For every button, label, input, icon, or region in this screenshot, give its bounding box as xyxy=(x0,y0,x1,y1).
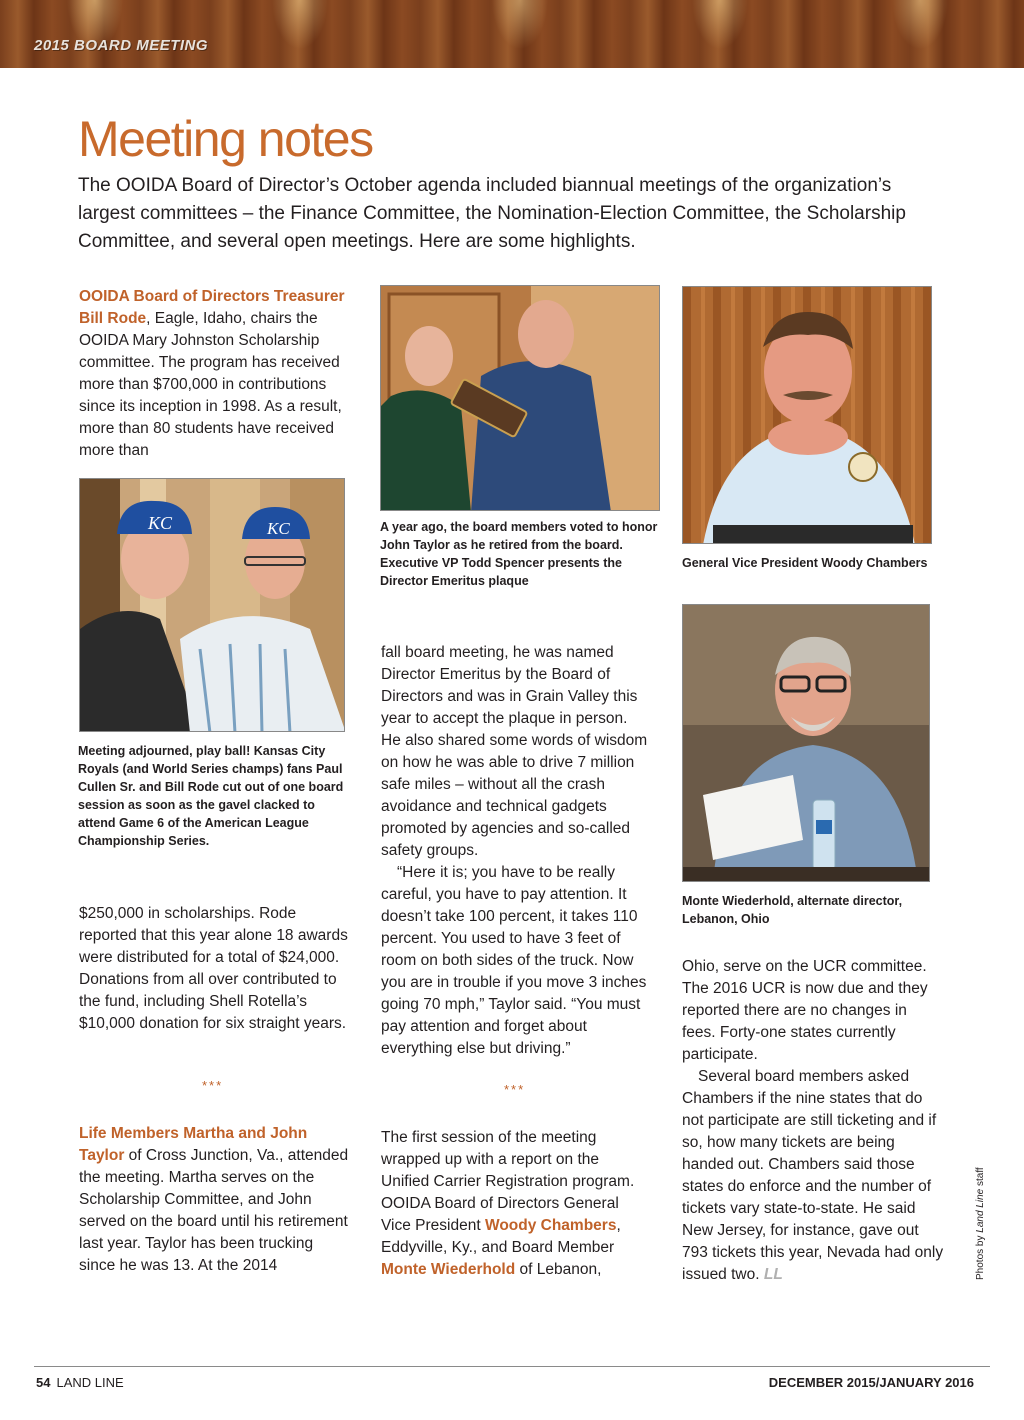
col3-part2-body: Several board members asked Chambers if the nine states that do not participate are still ticketing and if so, how many tickets are being handed out. Chambers said those states do enforce and the number of tickets vary state-to-state. He said New Jersey, for instance, gave out 793 tickets this year, Nevada had only issued two. xyxy=(682,1068,944,1283)
royals-fans-illustration xyxy=(80,479,345,732)
section-label: 2015 BOARD MEETING xyxy=(34,37,209,54)
col2-part2-b: , Eddyville, Ky., and Board Member xyxy=(381,1217,621,1256)
col1-bottom-text xyxy=(79,1123,351,1277)
woody-chambers-photo xyxy=(682,286,932,544)
lead-bill-rode: OOIDA Board of Directors Treasurer Bill Rode xyxy=(79,288,345,327)
col3-part1-body: Ohio, serve on the UCR committee. The 2016 UCR is now due and they reported there are no changes in fees. Forty-one states currently participate. xyxy=(682,958,928,1063)
cap-logo-right: KC xyxy=(267,519,290,538)
caption-wiederhold: Monte Wiederhold, alternate director, Lebanon, Ohio xyxy=(682,894,903,926)
caption-royals: Meeting adjourned, play ball! Kansas City Royals (and World Series champs) fans Paul Cullen Sr. and Bill Rode cut out of one board session as soon as the gavel clacked to attend Game 6 of the American League Championship Series. xyxy=(78,744,344,848)
col1-part2-body: $250,000 in scholarships. Rode reported that this year alone 18 awards were distributed for a total of $24,000. Donations from all over contributed to the fund, including Shell Rotella’s $10,000 donation for six straight years. xyxy=(79,905,348,1032)
section-divider-stars-2: *** xyxy=(504,1082,526,1097)
col1-part3-body: of Cross Junction, Va., attended the meeting. Martha serves on the Scholarship Committee, and John served on the board until his retirement last year. Taylor has been trucking since he was 13. At the 2014 xyxy=(79,1147,349,1274)
col2-part1-body: fall board meeting, he was named Director Emeritus by the Board of Directors and was in Grain Valley this year to accept the plaque in person. He also shared some words of wisdom on how he was able to drive 7 million safe miles – without all the crash avoidance and technical gadgets promoted by agencies and so-called safety groups. xyxy=(381,644,648,859)
chambers-illustration xyxy=(683,287,932,544)
credit-name: Land Line xyxy=(975,1188,986,1233)
article-title: Meeting notes xyxy=(78,111,373,167)
col2-part2-c: of Lebanon, xyxy=(515,1261,602,1278)
footer-left xyxy=(36,1375,124,1390)
photo-credit xyxy=(975,1167,986,1280)
col3-text xyxy=(682,956,944,1286)
credit-prefix: Photos by xyxy=(975,1232,986,1280)
col1-top-text xyxy=(79,286,349,462)
magazine-name: LAND LINE xyxy=(56,1375,124,1390)
plaque-photo xyxy=(380,285,660,511)
name-woody-chambers: Woody Chambers xyxy=(484,1217,617,1234)
col2-quote: “Here it is; you have to be really careful, you have to pay attention. It doesn’t take 100 percent, it takes 110 percent. You used to have 3 feet of room on both sides of the truck. Now you are in trouble if you move 3 inches going 70 mph,” Taylor said. “You must pay attention and forget about everything else but driving.” xyxy=(381,864,647,1057)
article-intro: The OOIDA Board of Director’s October agenda included biannual meetings of the organization’s largest committees – the Finance Committee, the Nomination-Election Committee, the Scholarship Committee, and several open meetings. Here are some highlights. xyxy=(78,175,906,252)
col1-part1-body: , Eagle, Idaho, chairs the OOIDA Mary Johnston Scholarship committee. The program has received more than $700,000 in contributions since its inception in 1998. As a result, more than 80 students have received more than xyxy=(79,310,342,459)
col2-top-text xyxy=(381,642,649,1060)
header-banner xyxy=(0,0,1024,68)
lead-taylors: Life Members Martha and John Taylor xyxy=(79,1125,308,1164)
caption-chambers: General Vice President Woody Chambers xyxy=(682,556,928,570)
end-mark-ll: LL xyxy=(763,1266,783,1283)
footer-divider xyxy=(34,1366,990,1367)
page-number: 54 xyxy=(36,1375,51,1390)
monte-wiederhold-photo xyxy=(682,604,930,882)
col2-bottom-text xyxy=(381,1127,649,1281)
name-monte-wiederhold: Monte Wiederhold xyxy=(381,1261,516,1278)
section-divider-stars: *** xyxy=(202,1078,224,1093)
col1-middle-text xyxy=(79,903,349,1035)
wiederhold-illustration xyxy=(683,605,930,882)
issue-date: DECEMBER 2015/JANUARY 2016 xyxy=(768,1375,974,1390)
cap-logo-left: KC xyxy=(148,513,173,533)
plaque-illustration xyxy=(381,286,660,511)
caption-plaque: A year ago, the board members voted to honor John Taylor as he retired from the board. Executive VP Todd Spencer presents the Director Emeritus plaque xyxy=(380,520,658,588)
royals-fans-photo xyxy=(79,478,345,732)
credit-suffix: staff xyxy=(975,1167,986,1189)
col2-part2-a: The first session of the meeting wrapped up with a report on the Unified Carrier Registration program. OOIDA Board of Directors General Vice President xyxy=(381,1129,635,1234)
